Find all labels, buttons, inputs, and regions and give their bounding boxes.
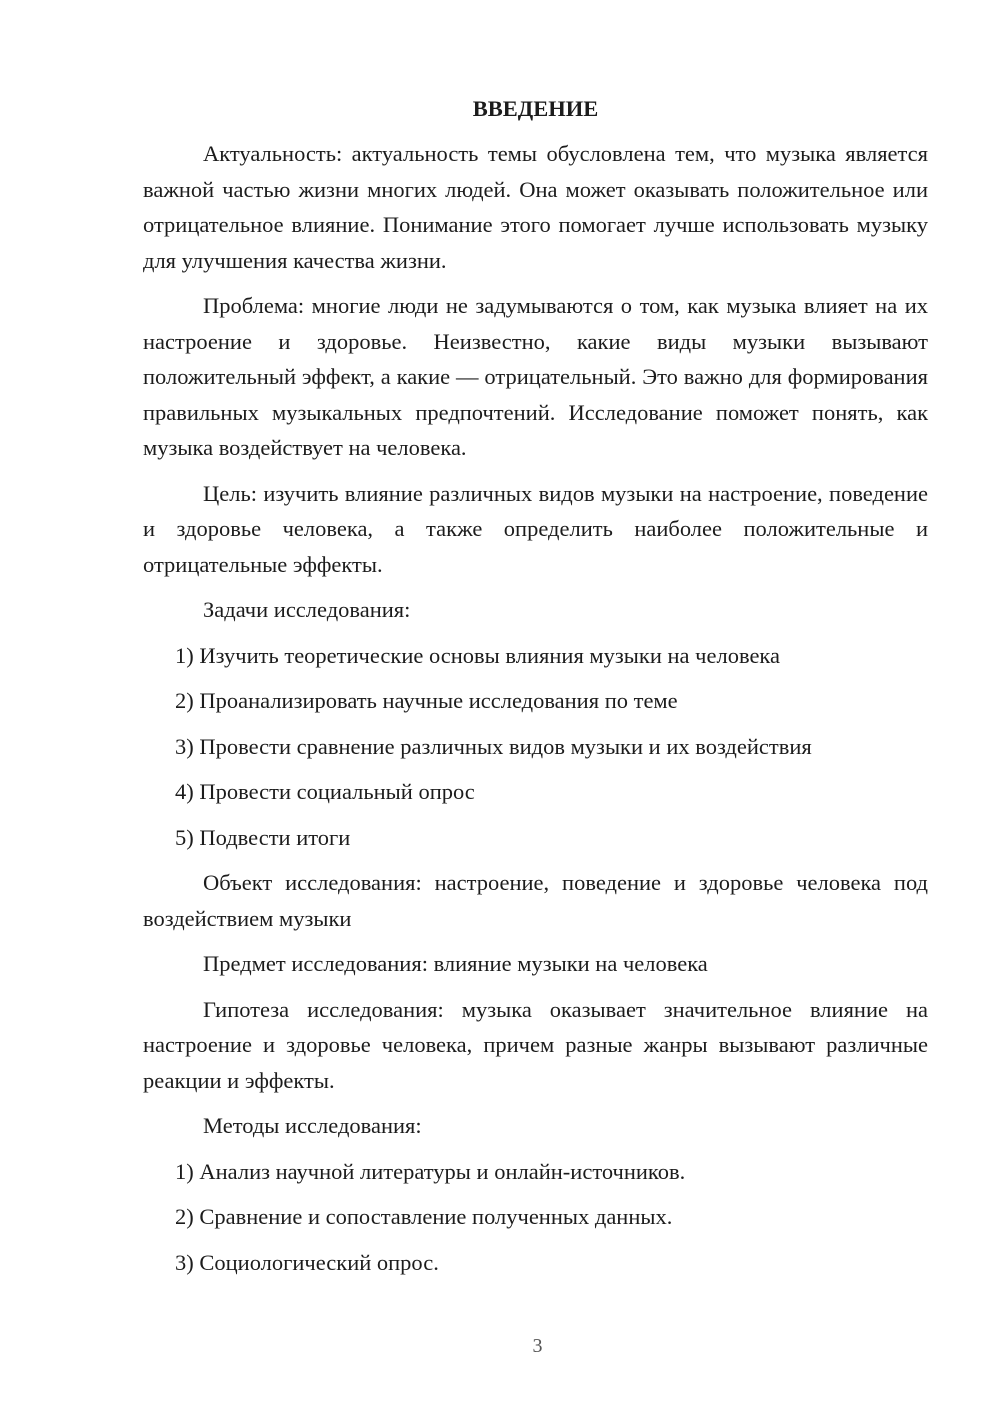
page-number: 3 — [532, 1335, 543, 1357]
problem-paragraph: Проблема: многие люди не задумываются о том, как музыка влияет на их настроение и здоровье. Неизвестно, какие виды музыки вызывают положительный эффект, а какие — отрицательный. Это важно для формирования правильных музыкальных предпочтений. Исследование поможет понять, как музыка воздействует на человека. — [143, 293, 928, 460]
tasks-label: Задачи исследования: — [203, 597, 411, 622]
object-paragraph: Объект исследования: настроение, поведение и здоровье человека под воздействием музыки — [143, 870, 928, 931]
document-page — [143, 94, 928, 1290]
relevance-paragraph: Актуальность: актуальность темы обусловлена тем, что музыка является важной частью жизни многих людей. Она может оказывать положительное или отрицательное влияние. Понимание этого помогает лучше использовать музыку для улучшения качества жизни. — [143, 141, 928, 273]
methods-label: Методы исследования: — [203, 1113, 422, 1138]
task-item: 3) Провести сравнение различных видов музыки и их воздействия — [175, 733, 812, 759]
section-heading: ВВЕДЕНИЕ — [472, 96, 599, 121]
subject-paragraph: Предмет исследования: влияние музыки на человека — [203, 951, 708, 976]
method-item: 1) Анализ научной литературы и онлайн-источников. — [175, 1158, 686, 1184]
tasks-list — [143, 638, 928, 856]
method-item: 2) Сравнение и сопоставление полученных данных. — [175, 1204, 673, 1229]
methods-list — [143, 1154, 928, 1281]
task-item: 5) Подвести итоги — [175, 824, 351, 850]
goal-paragraph: Цель: изучить влияние различных видов музыки на настроение, поведение и здоровье человека, а также определить наиболее положительные и отрицательные эффекты. — [143, 480, 928, 577]
task-item: 1) Изучить теоретические основы влияния музыки на человека — [175, 642, 781, 668]
task-item: 2) Проанализировать научные исследования по теме — [175, 688, 678, 713]
method-item: 3) Социологический опрос. — [175, 1249, 439, 1275]
hypothesis-paragraph: Гипотеза исследования: музыка оказывает значительное влияние на настроение и здоровье человека, причем разные жанры вызывают различные реакции и эффекты. — [143, 996, 928, 1093]
task-item: 4) Провести социальный опрос — [175, 779, 475, 804]
